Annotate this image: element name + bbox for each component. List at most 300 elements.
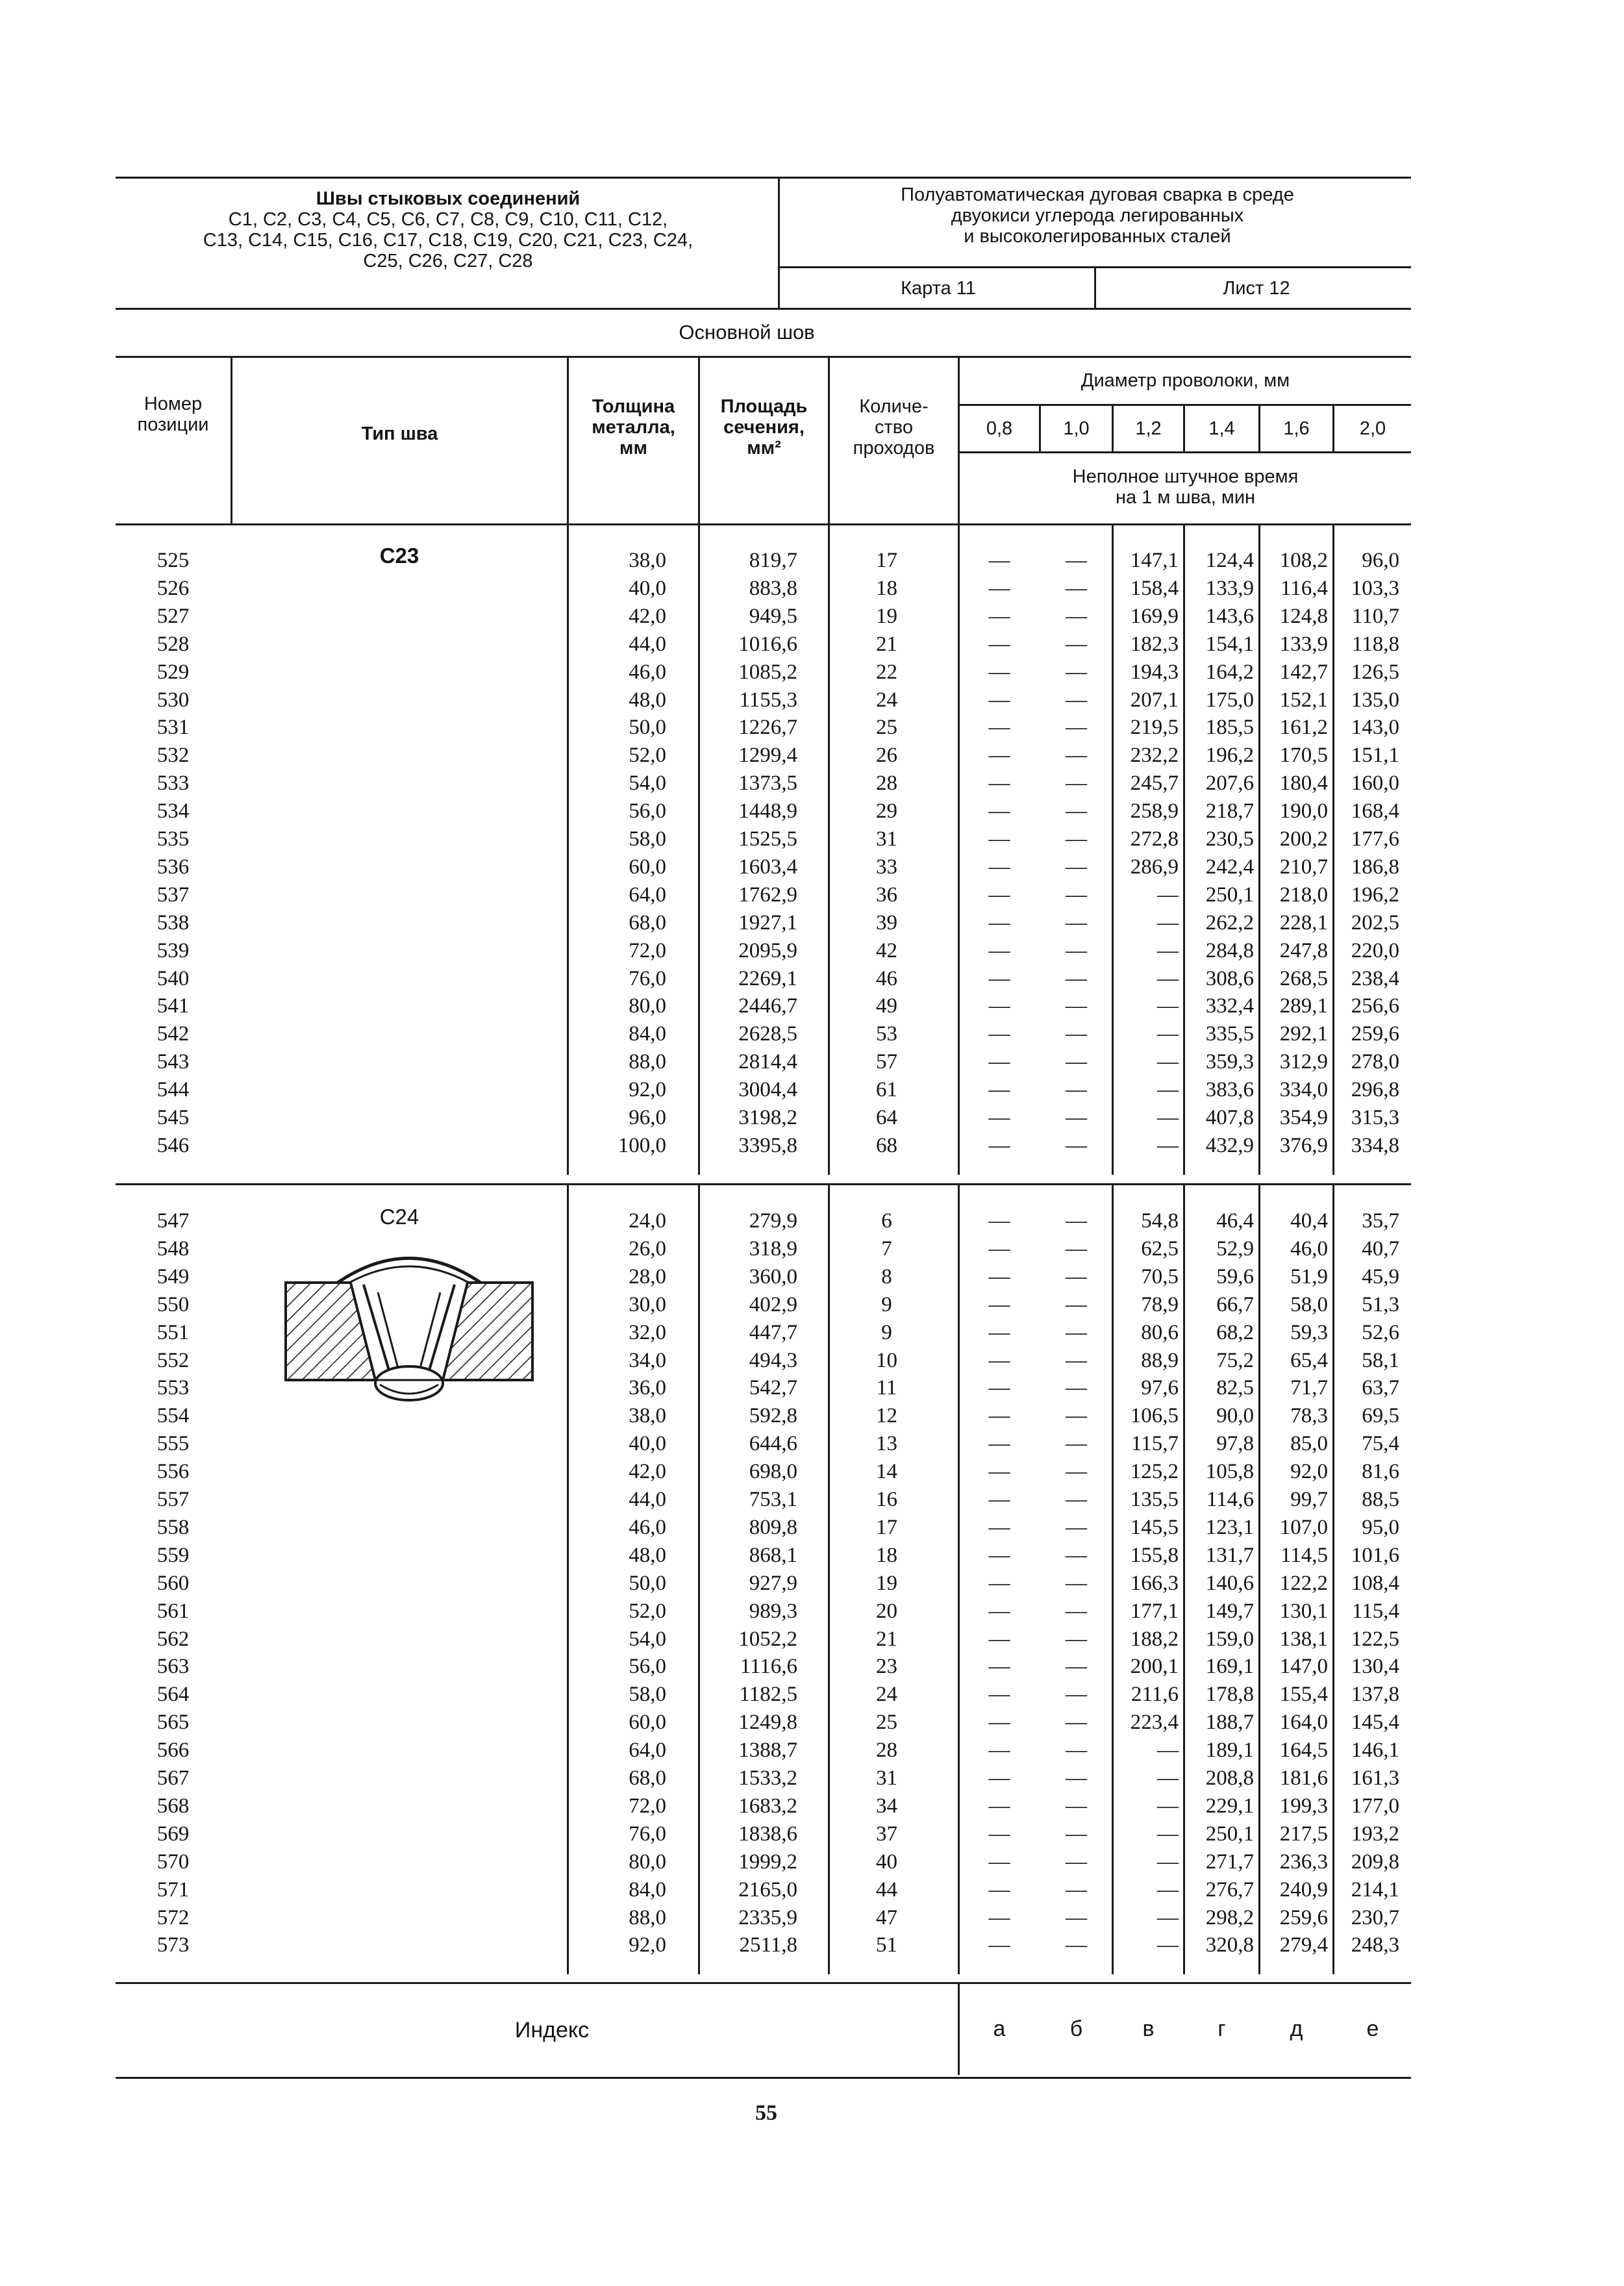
cell-area: 927,9 [749, 1572, 797, 1595]
cell-time-d14: 276,7 [1205, 1878, 1254, 1902]
cell-passes: 20 [876, 1600, 897, 1623]
cell-position: 554 [156, 1404, 190, 1427]
cell-time-d20: 45,9 [1362, 1265, 1399, 1288]
header-left-line: С13, С14, С15, С16, С17, С18, С19, С20, С21, С23, С24, [203, 230, 693, 251]
cell-passes: 18 [876, 1544, 897, 1567]
cell-time-d14: 164,2 [1205, 660, 1254, 684]
page-number: 55 [755, 2101, 777, 2125]
cell-time-d10: — [1066, 744, 1087, 767]
cell-time-d10: — [1066, 1739, 1087, 1762]
cell-area: 1533,2 [738, 1766, 797, 1790]
cell-time-d08: — [988, 1265, 1010, 1288]
cell-time-d20: 88,5 [1362, 1488, 1399, 1511]
cell-passes: 57 [876, 1050, 897, 1074]
cell-passes: 19 [876, 1572, 897, 1595]
cell-area: 494,3 [749, 1349, 797, 1372]
cell-time-d20: 146,1 [1351, 1739, 1399, 1762]
cell-thickness: 58,0 [629, 827, 666, 851]
cell-time-d14: 46,4 [1216, 1209, 1254, 1233]
cell-time-d20: 315,3 [1351, 1106, 1399, 1129]
cell-time-d20: 108,4 [1351, 1572, 1399, 1595]
cell-time-d20: 145,4 [1351, 1711, 1399, 1734]
cell-time-d10: — [1066, 1432, 1087, 1455]
time-label: Неполное штучное время на 1 м шва, мин [1072, 466, 1299, 508]
cell-area: 2628,5 [738, 1022, 797, 1046]
cell-position: 535 [156, 827, 190, 851]
diameter-value: 1,2 [1135, 418, 1162, 439]
cell-area: 402,9 [749, 1293, 797, 1316]
cell-passes: 21 [876, 633, 897, 656]
cell-time-d14: 332,4 [1205, 994, 1254, 1018]
cell-time-d12: 169,9 [1130, 605, 1179, 628]
cell-time-d10: — [1066, 1544, 1087, 1567]
cell-time-d12: — [1157, 1050, 1179, 1074]
cell-time-d10: — [1066, 605, 1087, 628]
cell-time-d14: 178,8 [1205, 1683, 1254, 1706]
cell-time-d14: 123,1 [1205, 1516, 1254, 1539]
cell-time-d10: — [1066, 1906, 1087, 1929]
cell-time-d12: 211,6 [1131, 1683, 1179, 1706]
cell-time-d20: 103,3 [1351, 577, 1399, 600]
cell-time-d10: — [1066, 1711, 1087, 1734]
cell-time-d08: — [988, 716, 1010, 739]
cell-position: 567 [156, 1766, 190, 1790]
cell-time-d16: 71,7 [1290, 1376, 1328, 1400]
cell-time-d20: 177,6 [1351, 827, 1399, 851]
header-bottom-rule [116, 308, 1411, 310]
cell-thickness: 46,0 [629, 1516, 666, 1539]
cell-time-d12: 80,6 [1141, 1321, 1179, 1344]
cell-time-d20: 177,0 [1351, 1794, 1399, 1818]
cell-position: 562 [156, 1627, 190, 1651]
cell-time-d20: 137,8 [1351, 1683, 1399, 1706]
cell-time-d08: — [988, 1321, 1010, 1344]
cell-time-d14: 105,8 [1205, 1460, 1254, 1483]
cell-thickness: 60,0 [629, 855, 666, 879]
cell-position: 563 [156, 1655, 190, 1678]
cell-time-d16: 65,4 [1290, 1349, 1328, 1372]
cell-time-d16: 279,4 [1279, 1933, 1328, 1957]
cell-area: 949,5 [749, 605, 797, 628]
cell-time-d12: — [1157, 1822, 1179, 1846]
cell-time-d16: 289,1 [1279, 994, 1328, 1018]
cell-time-d10: — [1066, 549, 1087, 572]
cell-time-d08: — [988, 967, 1010, 990]
cell-time-d20: 110,7 [1351, 605, 1399, 628]
cell-time-d12: 106,5 [1130, 1404, 1179, 1427]
cell-time-d12: 245,7 [1130, 772, 1179, 795]
cell-time-d08: — [988, 1878, 1010, 1902]
header-right-line: двуокиси углерода легированных [951, 205, 1244, 226]
cell-time-d10: — [1066, 1134, 1087, 1157]
cell-time-d10: — [1066, 1766, 1087, 1790]
seam-type-c23: С23 [379, 544, 419, 568]
header-right-block [786, 184, 1409, 247]
cell-time-d08: — [988, 1655, 1010, 1678]
cell-area: 542,7 [749, 1376, 797, 1400]
cell-thickness: 48,0 [629, 1544, 666, 1567]
cell-thickness: 64,0 [629, 883, 666, 907]
cell-time-d20: 202,5 [1351, 911, 1399, 935]
cell-time-d16: 51,9 [1290, 1265, 1328, 1288]
cell-time-d10: — [1066, 1488, 1087, 1511]
cell-time-d08: — [988, 549, 1010, 572]
cell-time-d12: 272,8 [1130, 827, 1179, 851]
cell-thickness: 32,0 [629, 1321, 666, 1344]
cell-time-d16: 292,1 [1279, 1022, 1328, 1046]
cell-time-d14: 131,7 [1205, 1544, 1254, 1567]
cell-time-d14: 124,4 [1205, 549, 1254, 572]
cell-time-d08: — [988, 1600, 1010, 1623]
cell-time-d20: 95,0 [1362, 1516, 1399, 1539]
cell-time-d16: 312,9 [1279, 1050, 1328, 1074]
cell-thickness: 46,0 [629, 660, 666, 684]
table-header-bottom-rule [116, 523, 1411, 525]
cell-area: 592,8 [749, 1404, 797, 1427]
diameter-value: 1,4 [1208, 418, 1235, 439]
cell-time-d14: 68,2 [1216, 1321, 1254, 1344]
cell-time-d08: — [988, 1822, 1010, 1846]
cell-thickness: 64,0 [629, 1739, 666, 1762]
cell-area: 1373,5 [738, 772, 797, 795]
cell-position: 555 [156, 1432, 190, 1455]
cell-time-d16: 122,2 [1279, 1572, 1328, 1595]
cell-time-d20: 256,6 [1351, 994, 1399, 1018]
cell-time-d20: 196,2 [1351, 883, 1399, 907]
cell-time-d14: 250,1 [1205, 883, 1254, 907]
cell-time-d14: 59,6 [1216, 1265, 1254, 1288]
cell-time-d14: 308,6 [1205, 967, 1254, 990]
cell-position: 549 [156, 1265, 190, 1288]
cell-position: 538 [156, 911, 190, 935]
cell-time-d14: 97,8 [1216, 1432, 1254, 1455]
cell-position: 540 [156, 967, 190, 990]
cell-time-d10: — [1066, 1655, 1087, 1678]
cell-time-d14: 250,1 [1205, 1822, 1254, 1846]
cell-time-d20: 186,8 [1351, 855, 1399, 879]
cell-area: 279,9 [749, 1209, 797, 1233]
cell-position: 547 [156, 1209, 190, 1233]
cell-thickness: 34,0 [629, 1349, 666, 1372]
cell-position: 543 [156, 1050, 190, 1074]
cell-time-d14: 359,3 [1205, 1050, 1254, 1074]
cell-time-d10: — [1066, 1022, 1087, 1046]
header-left-title: Швы стыковых соединений [316, 188, 581, 209]
cell-passes: 46 [876, 967, 897, 990]
cell-time-d16: 59,3 [1290, 1321, 1328, 1344]
cell-time-d12: — [1157, 1933, 1179, 1957]
cell-time-d14: 383,6 [1205, 1078, 1254, 1101]
col-seam-type-header: Тип шва [361, 423, 438, 444]
cell-time-d20: 69,5 [1362, 1404, 1399, 1427]
cell-time-d20: 126,5 [1351, 660, 1399, 684]
cell-time-d12: 62,5 [1141, 1237, 1179, 1261]
cell-area: 360,0 [749, 1265, 797, 1288]
cell-time-d14: 242,4 [1205, 855, 1254, 879]
cell-time-d08: — [988, 1906, 1010, 1929]
cell-passes: 16 [876, 1488, 897, 1511]
index-letter: г [1218, 2016, 1226, 2041]
cell-passes: 42 [876, 939, 897, 962]
index-bottom-rule [116, 2077, 1411, 2079]
cell-time-d12: — [1157, 1078, 1179, 1101]
cell-thickness: 76,0 [629, 1822, 666, 1846]
cell-position: 537 [156, 883, 190, 907]
cell-time-d10: — [1066, 1349, 1087, 1372]
cell-time-d16: 376,9 [1279, 1134, 1328, 1157]
cell-time-d20: 130,4 [1351, 1655, 1399, 1678]
cell-passes: 31 [876, 1766, 897, 1790]
cell-position: 561 [156, 1600, 190, 1623]
diameter-value: 1,6 [1283, 418, 1310, 439]
cell-time-d12: 135,5 [1130, 1488, 1179, 1511]
cell-position: 573 [156, 1933, 190, 1957]
cell-time-d20: 220,0 [1351, 939, 1399, 962]
cell-time-d10: — [1066, 688, 1087, 712]
cell-passes: 17 [876, 1516, 897, 1539]
cell-passes: 7 [881, 1237, 892, 1261]
cell-time-d20: 248,3 [1351, 1933, 1399, 1957]
cell-time-d12: 182,3 [1130, 633, 1179, 656]
cell-passes: 8 [881, 1265, 892, 1288]
index-label: Индекс [514, 2018, 590, 2042]
cell-time-d08: — [988, 1488, 1010, 1511]
cell-position: 531 [156, 716, 190, 739]
cell-thickness: 38,0 [629, 1404, 666, 1427]
cell-time-d16: 354,9 [1279, 1106, 1328, 1129]
cell-time-d12: 145,5 [1130, 1516, 1179, 1539]
cell-passes: 28 [876, 1739, 897, 1762]
cell-time-d08: — [988, 1739, 1010, 1762]
cell-time-d08: — [988, 1544, 1010, 1567]
cell-time-d12: — [1157, 1134, 1179, 1157]
cell-time-d16: 58,0 [1290, 1293, 1328, 1316]
cell-area: 1016,6 [738, 633, 797, 656]
cell-time-d08: — [988, 1460, 1010, 1483]
cell-time-d16: 164,5 [1279, 1739, 1328, 1762]
cell-passes: 51 [876, 1933, 897, 1957]
cell-time-d14: 159,0 [1205, 1627, 1254, 1651]
cell-time-d08: — [988, 1711, 1010, 1734]
cell-area: 3004,4 [738, 1078, 797, 1101]
cell-area: 1448,9 [738, 799, 797, 823]
cell-thickness: 92,0 [629, 1933, 666, 1957]
cell-thickness: 68,0 [629, 1766, 666, 1790]
cell-time-d08: — [988, 1106, 1010, 1129]
cell-area: 753,1 [749, 1488, 797, 1511]
cell-time-d08: — [988, 939, 1010, 962]
cell-time-d14: 66,7 [1216, 1293, 1254, 1316]
card-label: Карта 11 [901, 278, 976, 299]
cell-time-d10: — [1066, 1516, 1087, 1539]
cell-time-d20: 115,4 [1351, 1600, 1399, 1623]
cell-time-d20: 143,0 [1351, 716, 1399, 739]
cell-thickness: 36,0 [629, 1376, 666, 1400]
cell-time-d12: — [1157, 994, 1179, 1018]
cell-area: 1683,2 [738, 1794, 797, 1818]
cell-time-d16: 92,0 [1290, 1460, 1328, 1483]
cell-time-d20: 101,6 [1351, 1544, 1399, 1567]
cell-thickness: 80,0 [629, 1850, 666, 1874]
cell-time-d14: 407,8 [1205, 1106, 1254, 1129]
cell-passes: 21 [876, 1627, 897, 1651]
cell-position: 550 [156, 1293, 190, 1316]
cell-time-d10: — [1066, 855, 1087, 879]
cell-time-d14: 189,1 [1205, 1739, 1254, 1762]
cell-time-d20: 52,6 [1362, 1321, 1399, 1344]
header-left-line: С1, С2, С3, С4, С5, С6, С7, С8, С9, С10, С11, С12, [228, 209, 668, 230]
cell-time-d10: — [1066, 716, 1087, 739]
cell-time-d10: — [1066, 799, 1087, 823]
cell-thickness: 54,0 [629, 772, 666, 795]
cell-time-d16: 114,5 [1280, 1544, 1328, 1567]
cell-time-d12: — [1157, 967, 1179, 990]
cell-position: 557 [156, 1488, 190, 1511]
cell-passes: 31 [876, 827, 897, 851]
cell-time-d10: — [1066, 660, 1087, 684]
cell-thickness: 68,0 [629, 911, 666, 935]
cell-time-d14: 262,2 [1205, 911, 1254, 935]
cell-time-d10: — [1066, 1321, 1087, 1344]
cell-thickness: 56,0 [629, 1655, 666, 1678]
cell-time-d16: 200,2 [1279, 827, 1328, 851]
cell-passes: 9 [881, 1293, 892, 1316]
cell-passes: 14 [876, 1460, 897, 1483]
cell-thickness: 96,0 [629, 1106, 666, 1129]
cell-area: 1388,7 [738, 1739, 797, 1762]
cell-position: 526 [156, 577, 190, 600]
cell-passes: 17 [876, 549, 897, 572]
cell-area: 1999,2 [738, 1850, 797, 1874]
cell-time-d14: 185,5 [1205, 716, 1254, 739]
cell-time-d14: 335,5 [1205, 1022, 1254, 1046]
cell-time-d20: 334,8 [1351, 1134, 1399, 1157]
cell-time-d10: — [1066, 994, 1087, 1018]
cell-time-d08: — [988, 1209, 1010, 1233]
cell-position: 528 [156, 633, 190, 656]
cell-time-d10: — [1066, 1078, 1087, 1101]
cell-position: 530 [156, 688, 190, 712]
cell-time-d16: 247,8 [1279, 939, 1328, 962]
cell-area: 1155,3 [739, 688, 797, 712]
cell-time-d12: — [1157, 1794, 1179, 1818]
cell-time-d10: — [1066, 1293, 1087, 1316]
table-top-rule [116, 356, 1411, 358]
cell-time-d08: — [988, 660, 1010, 684]
cell-time-d20: 168,4 [1351, 799, 1399, 823]
cell-time-d16: 108,2 [1279, 549, 1328, 572]
cell-time-d08: — [988, 1078, 1010, 1101]
cell-time-d16: 218,0 [1279, 883, 1328, 907]
cell-thickness: 84,0 [629, 1022, 666, 1046]
cell-thickness: 84,0 [629, 1878, 666, 1902]
cell-time-d16: 240,9 [1279, 1878, 1328, 1902]
cell-position: 569 [156, 1822, 190, 1846]
cell-time-d14: 114,6 [1206, 1488, 1254, 1511]
cell-time-d10: — [1066, 911, 1087, 935]
cell-time-d14: 271,7 [1205, 1850, 1254, 1874]
cell-position: 533 [156, 772, 190, 795]
cell-passes: 37 [876, 1822, 897, 1846]
cell-position: 566 [156, 1739, 190, 1762]
cell-area: 2814,4 [738, 1050, 797, 1074]
cell-time-d20: 296,8 [1351, 1078, 1399, 1101]
cell-thickness: 76,0 [629, 967, 666, 990]
cell-time-d10: — [1066, 1404, 1087, 1427]
cell-area: 1052,2 [738, 1627, 797, 1651]
cell-area: 1603,4 [738, 855, 797, 879]
cell-time-d16: 40,4 [1290, 1209, 1328, 1233]
cell-area: 1249,8 [738, 1711, 797, 1734]
wire-diameter-header: Диаметр проволоки, мм [1081, 370, 1290, 391]
cell-time-d14: 432,9 [1205, 1134, 1254, 1157]
cell-thickness: 92,0 [629, 1078, 666, 1101]
cell-area: 2269,1 [738, 967, 797, 990]
cell-passes: 24 [876, 1683, 897, 1706]
index-letter: д [1290, 2016, 1303, 2041]
cell-area: 698,0 [749, 1460, 797, 1483]
index-letter: б [1069, 2016, 1083, 2041]
cell-thickness: 42,0 [629, 1460, 666, 1483]
cell-time-d10: — [1066, 1600, 1087, 1623]
cell-time-d12: 147,1 [1130, 549, 1179, 572]
cell-time-d08: — [988, 911, 1010, 935]
cell-time-d14: 207,6 [1205, 772, 1254, 795]
cell-thickness: 42,0 [629, 605, 666, 628]
cell-passes: 12 [876, 1404, 897, 1427]
col-area-header: Площадь сечения, мм² [720, 396, 808, 458]
cell-time-d20: 278,0 [1351, 1050, 1399, 1074]
cell-time-d20: 51,3 [1362, 1293, 1399, 1316]
cell-time-d08: — [988, 1516, 1010, 1539]
cell-time-d16: 180,4 [1279, 772, 1328, 795]
cell-time-d08: — [988, 605, 1010, 628]
cell-time-d10: — [1066, 1376, 1087, 1400]
cell-time-d08: — [988, 1794, 1010, 1818]
cell-time-d08: — [988, 1933, 1010, 1957]
cell-time-d20: 209,8 [1351, 1850, 1399, 1874]
cell-position: 564 [156, 1683, 190, 1706]
cell-time-d10: — [1066, 772, 1087, 795]
index-letter: а [993, 2016, 1006, 2041]
cell-time-d16: 161,2 [1279, 716, 1328, 739]
cell-time-d16: 164,0 [1279, 1711, 1328, 1734]
cell-thickness: 54,0 [629, 1627, 666, 1651]
cell-time-d14: 298,2 [1205, 1906, 1254, 1929]
cell-area: 883,8 [749, 577, 797, 600]
cell-thickness: 52,0 [629, 1600, 666, 1623]
cell-passes: 18 [876, 577, 897, 600]
cell-time-d08: — [988, 1766, 1010, 1790]
cell-time-d16: 259,6 [1279, 1906, 1328, 1929]
cell-time-d08: — [988, 688, 1010, 712]
cell-time-d16: 142,7 [1279, 660, 1328, 684]
cell-time-d08: — [988, 1404, 1010, 1427]
cell-time-d12: — [1157, 1022, 1179, 1046]
cell-passes: 25 [876, 1711, 897, 1734]
cell-time-d14: 140,6 [1205, 1572, 1254, 1595]
cell-passes: 24 [876, 688, 897, 712]
cell-time-d12: — [1157, 1106, 1179, 1129]
cell-passes: 44 [876, 1878, 897, 1902]
cell-passes: 26 [876, 744, 897, 767]
index-letter: е [1366, 2016, 1379, 2041]
cell-time-d14: 75,2 [1216, 1349, 1254, 1372]
cell-time-d12: — [1157, 1906, 1179, 1929]
cell-position: 559 [156, 1544, 190, 1567]
cell-time-d10: — [1066, 1822, 1087, 1846]
diameter-value: 2,0 [1359, 418, 1386, 439]
